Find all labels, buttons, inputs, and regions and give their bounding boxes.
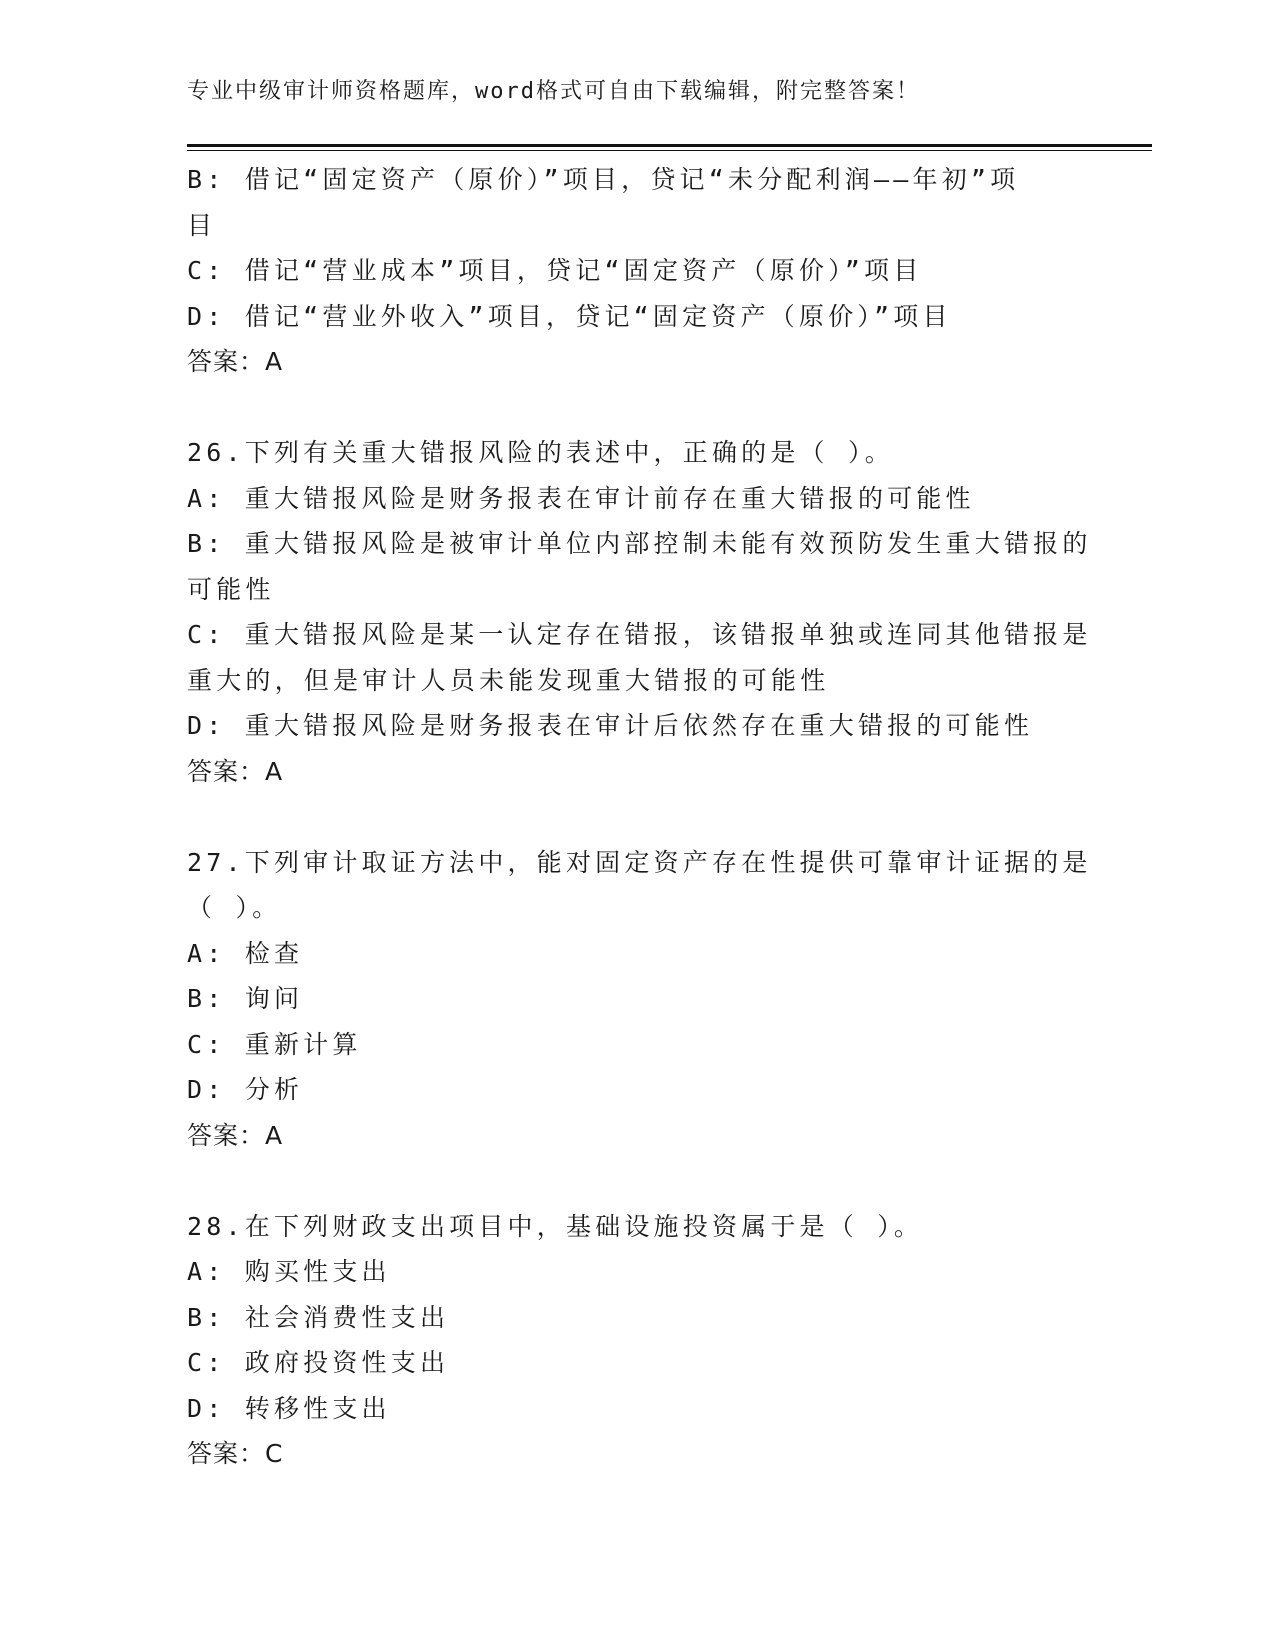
option-c-continued: 重大的，但是审计人员未能发现重大错报的可能性 xyxy=(187,665,830,695)
option-b-continued: 目 xyxy=(187,210,217,240)
header-divider-thin xyxy=(187,150,1152,151)
question-stem: 26.下列有关重大错报风险的表述中，正确的是（ ）。 xyxy=(187,438,894,467)
question-stem: 27.下列审计取证方法中，能对固定资产存在性提供可靠审计证据的是 xyxy=(187,847,1092,877)
answer-line: 答案：C xyxy=(187,1439,284,1468)
option-c: C: 政府投资性支出 xyxy=(187,1348,450,1377)
option-b: B: 重大错报风险是被审计单位内部控制未能有效预防发生重大错报的 xyxy=(187,529,1092,558)
option-a: A: 检查 xyxy=(187,938,304,968)
document-header: 专业中级审计师资格题库，word格式可自由下载编辑，附完整答案！ xyxy=(187,79,920,104)
option-b: B: 借记“固定资产（原价）”项目，贷记“未分配利润——年初”项 xyxy=(187,165,1020,194)
option-c: C: 借记“营业成本”项目，贷记“固定资产（原价）”项目 xyxy=(187,256,923,285)
spacer xyxy=(187,1158,1087,1204)
option-d: D: 重大错报风险是财务报表在审计后依然存在重大错报的可能性 xyxy=(187,711,1034,740)
header-divider-thick xyxy=(187,144,1152,147)
option-c: C: 重新计算 xyxy=(187,1029,362,1059)
previous-question-block xyxy=(187,157,1087,385)
option-d: D: 分析 xyxy=(187,1075,304,1104)
option-a: A: 购买性支出 xyxy=(187,1257,391,1286)
option-b: B: 询问 xyxy=(187,984,304,1013)
answer-line: 答案：A xyxy=(187,347,284,376)
option-a: A: 重大错报风险是财务报表在审计前存在重大错报的可能性 xyxy=(187,483,975,513)
option-d: D: 借记“营业外收入”项目，贷记“固定资产（原价）”项目 xyxy=(187,301,952,331)
option-b: B: 社会消费性支出 xyxy=(187,1302,450,1332)
option-c: C: 重大错报风险是某一认定存在错报，该错报单独或连同其他错报是 xyxy=(187,620,1092,649)
question-stem-continued: （ ）。 xyxy=(187,893,282,922)
question-26-block xyxy=(187,430,1092,794)
question-stem: 28.在下列财政支出项目中，基础设施投资属于是（ ）。 xyxy=(187,1211,924,1241)
spacer xyxy=(187,385,1087,431)
answer-line: 答案：A xyxy=(187,1120,284,1150)
question-28-block xyxy=(187,1204,1087,1477)
question-27-block xyxy=(187,840,1092,1159)
spacer xyxy=(187,794,1087,840)
option-d: D: 转移性支出 xyxy=(187,1393,391,1423)
answer-line: 答案：A xyxy=(187,756,284,786)
question-list xyxy=(187,157,1092,1477)
option-b-continued: 可能性 xyxy=(187,574,275,604)
